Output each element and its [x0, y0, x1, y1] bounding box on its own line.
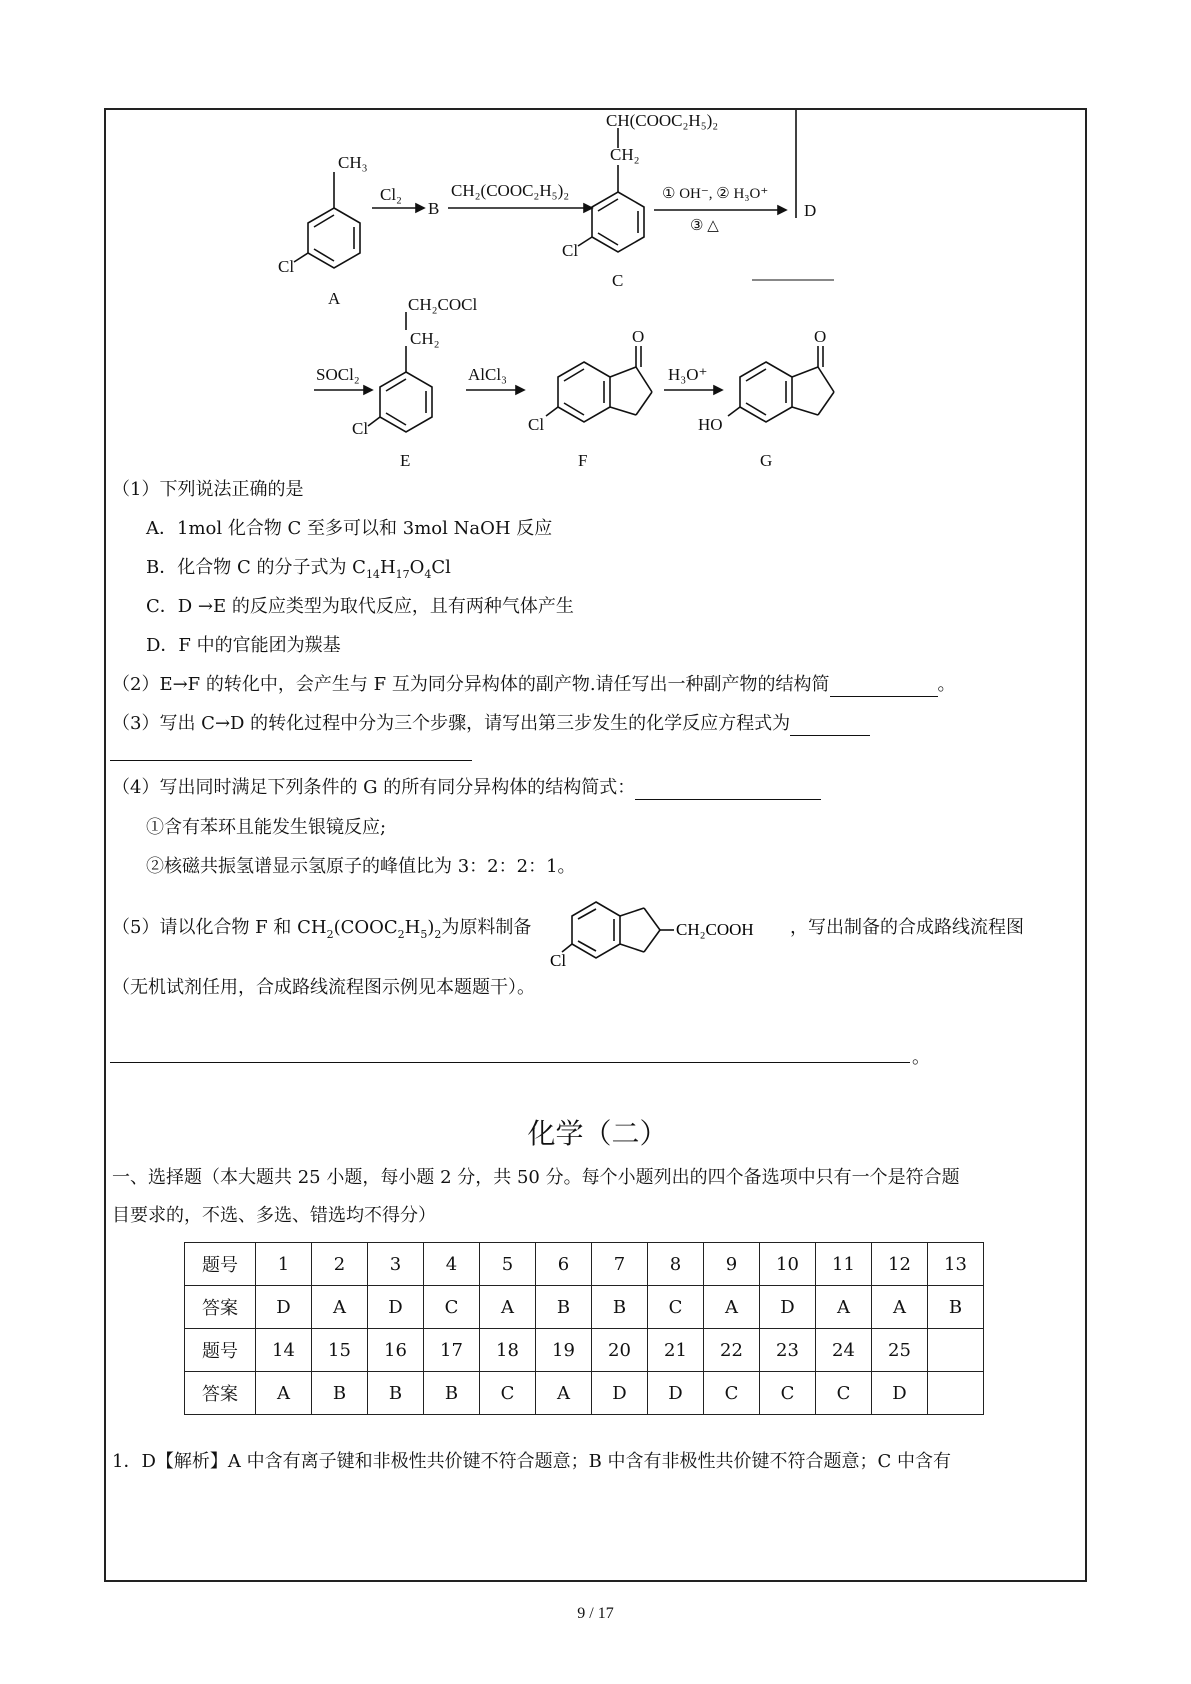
- label-c: C: [612, 271, 624, 290]
- page-number: 9 / 17: [577, 1605, 614, 1622]
- q3-text: （3）写出 C→D 的转化过程中分为三个步骤，请写出第三步发生的化学反应方程式为: [112, 712, 870, 736]
- ring-c: [592, 192, 644, 252]
- q1-option-a: A．1mol 化合物 C 至多可以和 3mol NaOH 反应: [146, 518, 553, 539]
- q1-option-c: C．D →E 的反应类型为取代反应，且有两种气体产生: [146, 596, 574, 617]
- label-cl-e: Cl: [352, 419, 369, 438]
- table-cell: C: [480, 1372, 536, 1415]
- table-cell: 10: [760, 1243, 816, 1286]
- section-title: 化学（二）: [527, 1117, 668, 1150]
- q5-target-structure: [550, 890, 786, 970]
- table-cell: 17: [424, 1329, 480, 1372]
- q1-option-d: D．F 中的官能团为羰基: [146, 635, 341, 656]
- ring-g: [740, 362, 792, 422]
- table-cell: D: [872, 1372, 928, 1415]
- table-cell: D: [256, 1286, 312, 1329]
- table-cell: C: [648, 1286, 704, 1329]
- table-cell: 3: [368, 1243, 424, 1286]
- table-cell: 2: [312, 1243, 368, 1286]
- table-cell: D: [648, 1372, 704, 1415]
- reagent-c-bottom: ③ △: [690, 218, 719, 234]
- q1-stem: （1）下列说法正确的是: [112, 479, 304, 500]
- ring-f: [558, 362, 610, 422]
- reagent-cl2: Cl₂: [380, 185, 402, 204]
- table-cell: C: [704, 1372, 760, 1415]
- label-e: E: [400, 451, 411, 470]
- table-cell: [928, 1372, 984, 1415]
- table-cell: 6: [536, 1243, 592, 1286]
- label-ho-g: HO: [698, 415, 723, 434]
- table-cell: 23: [760, 1329, 816, 1372]
- table-cell: B: [592, 1286, 648, 1329]
- table-cell: 9: [704, 1243, 760, 1286]
- row-label: 答案: [185, 1286, 256, 1329]
- table-cell: 11: [816, 1243, 872, 1286]
- label-cl-f: Cl: [528, 415, 545, 434]
- reagent-c-top: ① OH⁻, ② H₃O⁺: [662, 186, 769, 202]
- row-label: 答案: [185, 1372, 256, 1415]
- table-cell: A: [872, 1286, 928, 1329]
- q4-text: （4）写出同时满足下列条件的 G 的所有同分异构体的结构简式：: [112, 776, 821, 800]
- label-d: D: [804, 201, 817, 220]
- table-cell: 15: [312, 1329, 368, 1372]
- table-cell: 8: [648, 1243, 704, 1286]
- table-cell: D: [760, 1286, 816, 1329]
- table-row: [185, 1372, 984, 1415]
- q5-answer-line: [110, 1062, 910, 1063]
- label-cl-c: Cl: [562, 241, 579, 260]
- label-ch3: CH₃: [338, 153, 368, 172]
- q5-line2: （无机试剂任用，合成路线流程图示例见本题题干）。: [112, 977, 535, 998]
- label-g: G: [760, 451, 773, 470]
- label-c-top: CH(COOC₂H₅)₂: [606, 111, 719, 130]
- label-o-f: O: [632, 327, 645, 346]
- label-cl-a: Cl: [278, 257, 295, 276]
- q3-blank: [790, 735, 870, 736]
- table-cell: 13: [928, 1243, 984, 1286]
- table-cell: 7: [592, 1243, 648, 1286]
- table-cell: B: [424, 1372, 480, 1415]
- table-cell: 4: [424, 1243, 480, 1286]
- label-ch2-c: CH₂: [610, 145, 640, 164]
- table-cell: D: [592, 1372, 648, 1415]
- table-cell: C: [760, 1372, 816, 1415]
- section1-line1: 一、选择题（本大题共 25 小题，每小题 2 分，共 50 分。每个小题列出的四个备选项中只有一个是符合题: [112, 1167, 960, 1188]
- q5-text: （5）请以化合物 F 和 $CH_2(COOC_2H_5)_2$为原料制备: [112, 917, 532, 941]
- table-cell: [928, 1329, 984, 1372]
- table-cell: A: [256, 1372, 312, 1415]
- q1-option-b: B．化合物 C 的分子式为 $C_{14}H_{17}O_4Cl$: [146, 557, 451, 581]
- table-cell: 18: [480, 1329, 536, 1372]
- table-row: [185, 1286, 984, 1329]
- table-cell: C: [424, 1286, 480, 1329]
- q5-target-cl: Cl: [550, 951, 567, 970]
- table-cell: 22: [704, 1329, 760, 1372]
- label-o-g: O: [814, 327, 827, 346]
- reagent-socl2: SOCl₂: [316, 365, 360, 384]
- table-cell: 5: [480, 1243, 536, 1286]
- table-cell: D: [368, 1286, 424, 1329]
- section1-line2: 目要求的，不选、多选、错选均不得分）: [112, 1205, 436, 1226]
- q4-condition-1: ①含有苯环且能发生银镜反应;: [146, 817, 387, 838]
- label-f: F: [578, 451, 588, 470]
- q4-condition-2: ②核磁共振氢谱显示氢原子的峰值比为 3：2：2：1。: [146, 856, 576, 877]
- q2-blank: [830, 696, 938, 697]
- table-cell: 12: [872, 1243, 928, 1286]
- table-cell: A: [536, 1372, 592, 1415]
- reagent-alcl3: AlCl₃: [468, 365, 507, 384]
- q5-target-group: CH₂COOH: [676, 920, 754, 939]
- q3-answer-line: [110, 760, 472, 761]
- table-cell: 25: [872, 1329, 928, 1372]
- table-cell: B: [536, 1286, 592, 1329]
- answer-table: [184, 1242, 984, 1415]
- table-cell: A: [480, 1286, 536, 1329]
- ring-a: [308, 208, 360, 268]
- table-cell: 20: [592, 1329, 648, 1372]
- table-cell: 19: [536, 1329, 592, 1372]
- table-cell: 16: [368, 1329, 424, 1372]
- page-frame: [104, 108, 1087, 1582]
- table-cell: B: [928, 1286, 984, 1329]
- explanation-text: 1．D【解析】A 中含有离子键和非极性共价键不符合题意；B 中含有非极性共价键不符合题意；C 中含有: [112, 1451, 952, 1472]
- table-cell: A: [816, 1286, 872, 1329]
- table-cell: 14: [256, 1329, 312, 1372]
- reagent-malonate: CH₂(COOC₂H₅)₂: [451, 181, 570, 200]
- table-cell: B: [368, 1372, 424, 1415]
- reagent-h3o: H₃O⁺: [668, 365, 708, 384]
- label-b: B: [428, 199, 440, 218]
- q2-text: （2）E→F 的转化中，会产生与 F 互为同分异构体的副产物.请任写出一种副产物的结构简 。: [112, 674, 956, 695]
- table-cell: 24: [816, 1329, 872, 1372]
- ring-e: [380, 372, 432, 432]
- table-cell: 21: [648, 1329, 704, 1372]
- q5-after: ，写出制备的合成路线流程图: [790, 917, 1024, 938]
- label-e-top: CH₂COCl: [408, 295, 478, 314]
- table-row: [185, 1243, 984, 1286]
- table-row: [185, 1329, 984, 1372]
- row-label: 题号: [185, 1243, 256, 1286]
- q5-end: 。: [912, 1047, 930, 1068]
- label-ch2-e: CH₂: [410, 329, 440, 348]
- label-a: A: [328, 289, 341, 308]
- table-cell: A: [312, 1286, 368, 1329]
- table-cell: B: [312, 1372, 368, 1415]
- table-cell: 1: [256, 1243, 312, 1286]
- row-label: 题号: [185, 1329, 256, 1372]
- table-cell: C: [816, 1372, 872, 1415]
- q4-blank: [635, 799, 821, 800]
- table-cell: A: [704, 1286, 760, 1329]
